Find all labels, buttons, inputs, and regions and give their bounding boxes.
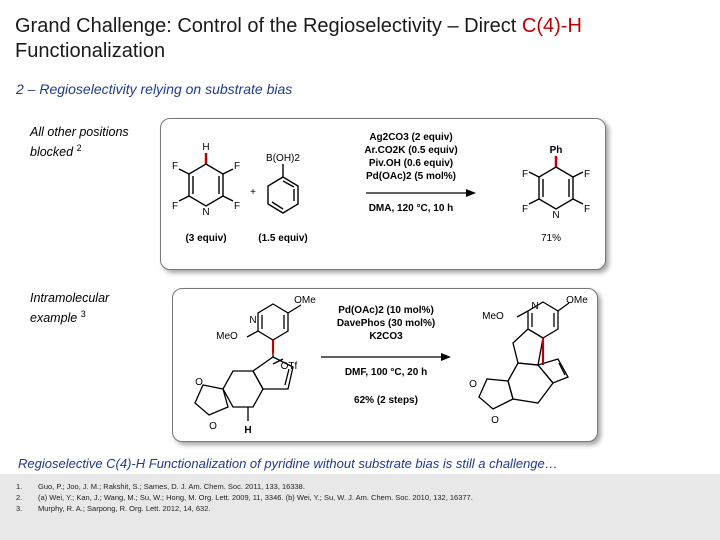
product-f2: F bbox=[521, 169, 529, 180]
reference-1-num: 1. bbox=[16, 482, 23, 491]
cond-3: Piv.OH (0.6 equiv) bbox=[368, 158, 454, 169]
example2-label bbox=[30, 290, 109, 326]
prod-n: N bbox=[531, 301, 539, 312]
title-highlight: C(4)-H bbox=[521, 15, 582, 37]
prod-o1: O bbox=[469, 379, 477, 390]
reference-1 bbox=[16, 482, 305, 491]
reaction-panel-2 bbox=[172, 288, 598, 442]
product-ph: Ph bbox=[549, 145, 563, 156]
reaction-panel-1 bbox=[160, 118, 606, 270]
references-band bbox=[0, 474, 720, 540]
section-subtitle: 2 – Regioselectivity relying on substrate bias bbox=[16, 81, 293, 97]
cond2-1: Pd(OAc)2 (10 mol%) bbox=[338, 305, 434, 316]
example1-label bbox=[30, 124, 129, 160]
example2-label-line2: example bbox=[30, 311, 78, 326]
reference-3 bbox=[16, 504, 210, 513]
reference-2-num: 2. bbox=[16, 493, 23, 502]
pyridine-f1: F bbox=[233, 161, 241, 172]
reaction-scheme-2 bbox=[173, 289, 597, 441]
reference-2-text: (a) Wei, Y.; Kan, J.; Wang, M.; Su, W.; Hong, M. Org. Lett. 2009, 11, 3346. (b) Wei, Y.; Su, W. J. Am. Chem. Soc. 2010, 132, 16377. bbox=[38, 493, 473, 502]
reference-1-text: Guo, P.; Joo, J. M.; Rakshit, S.; Sames, D. J. Am. Chem. Soc. 2011, 133, 16338. bbox=[38, 482, 305, 491]
yield-1: 71% bbox=[540, 233, 562, 244]
sm-o2: O bbox=[209, 421, 217, 432]
title-prefix: Grand Challenge: Control of the Regioselectivity – Direct bbox=[15, 15, 522, 37]
example1-label-line2: blocked bbox=[30, 145, 74, 160]
sm-otf: OTf bbox=[280, 361, 298, 372]
pyridine-f2: F bbox=[171, 161, 179, 172]
prod-meo: MeO bbox=[482, 311, 504, 322]
pyridine-f4: F bbox=[171, 201, 179, 212]
cond-4: Pd(OAc)2 (5 mol%) bbox=[365, 171, 457, 182]
sm-h: H bbox=[244, 425, 252, 436]
cond-1: Ag2CO3 (2 equiv) bbox=[369, 132, 453, 143]
cond-2: Ar.CO2K (0.5 equiv) bbox=[364, 145, 458, 156]
example2-ref-mark: 3 bbox=[80, 309, 86, 319]
example2-label-line1: Intramolecular bbox=[30, 291, 110, 305]
pyridine-n: N bbox=[202, 207, 210, 218]
cond2-2: DavePhos (30 mol%) bbox=[336, 318, 436, 329]
equiv-boronic: (1.5 equiv) bbox=[258, 233, 308, 244]
boronic-acid-label: B(OH)2 bbox=[266, 153, 300, 164]
example1-label-line1: All other positions bbox=[30, 125, 129, 139]
sm-n: N bbox=[249, 315, 257, 326]
cond2-3: K2CO3 bbox=[369, 331, 403, 342]
reference-3-num: 3. bbox=[16, 504, 23, 513]
sm-ome: OMe bbox=[294, 295, 316, 306]
cond2-4: DMF, 100 °C, 20 h bbox=[344, 367, 428, 378]
reference-2 bbox=[16, 493, 473, 502]
plus-sign: + bbox=[250, 187, 256, 198]
sm-meo: MeO bbox=[216, 331, 238, 342]
product-f3: F bbox=[583, 204, 591, 215]
yield-2: 62% (2 steps) bbox=[354, 395, 418, 406]
prod-o2: O bbox=[491, 415, 499, 426]
reaction-scheme-1 bbox=[161, 119, 605, 269]
slide-title bbox=[15, 14, 715, 64]
sm-o1: O bbox=[195, 377, 203, 388]
product-n: N bbox=[552, 210, 560, 221]
conclusion-text: Regioselective C(4)-H Functionalization of pyridine without substrate bias is still a challenge… bbox=[18, 456, 558, 471]
prod-ome: OMe bbox=[566, 295, 588, 306]
pyridine-h: H bbox=[202, 142, 210, 153]
product-f4: F bbox=[521, 204, 529, 215]
reference-3-text: Murphy, R. A.; Sarpong, R. Org. Lett. 2012, 14, 632. bbox=[38, 504, 211, 513]
title-line2: Functionalization bbox=[15, 40, 166, 62]
cond-5: DMA, 120 °C, 10 h bbox=[368, 203, 454, 214]
example1-ref-mark: 2 bbox=[76, 143, 82, 153]
equiv-pyridine: (3 equiv) bbox=[185, 233, 227, 244]
pyridine-f3: F bbox=[233, 201, 241, 212]
product-f1: F bbox=[583, 169, 591, 180]
